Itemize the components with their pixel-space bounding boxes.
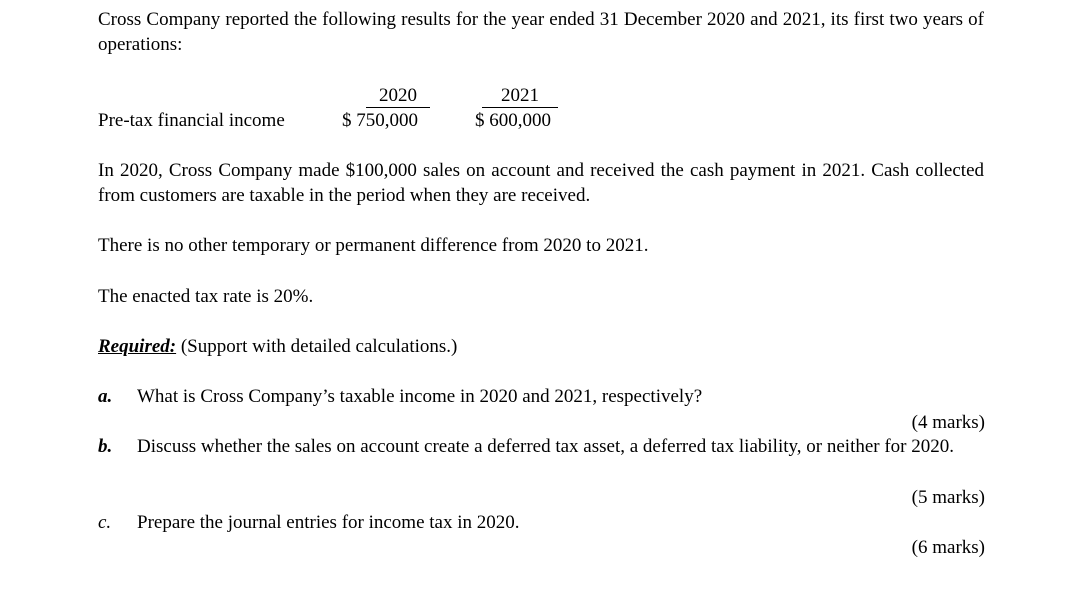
intro-paragraph: Cross Company reported the following results for the year ended 31 December 2020 and 2021, its first two years of operations: xyxy=(98,9,984,55)
question-b-marks: (5 marks) xyxy=(911,487,985,508)
question-c-marks: (6 marks) xyxy=(911,537,985,558)
value-2020: $ 750,000 xyxy=(342,110,418,131)
question-b-text: Discuss whether the sales on account create a deferred tax asset, a deferred tax liability, or neither for 2020. xyxy=(137,436,955,457)
no-difference-paragraph: There is no other temporary or permanent difference from 2020 to 2021. xyxy=(98,235,649,256)
year-header-2021: 2021 xyxy=(482,85,558,108)
row-label-pretax-income: Pre-tax financial income xyxy=(98,110,285,131)
question-a-text: What is Cross Company’s taxable income in 2020 and 2021, respectively? xyxy=(137,386,703,407)
required-note: (Support with detailed calculations.) xyxy=(176,336,458,357)
required-heading xyxy=(98,334,457,359)
question-a-marks: (4 marks) xyxy=(911,412,985,433)
question-a-letter: a. xyxy=(98,386,113,407)
question-c-letter: c. xyxy=(98,512,112,533)
question-b-letter: b. xyxy=(98,436,113,457)
year-header-2020: 2020 xyxy=(366,85,430,108)
sales-paragraph: In 2020, Cross Company made $100,000 sales on account and received the cash payment in 2021. Cash collected from customers are taxable in the period when they are received. xyxy=(98,160,984,206)
value-2021: $ 600,000 xyxy=(475,110,551,131)
question-c-text: Prepare the journal entries for income tax in 2020. xyxy=(137,512,520,533)
tax-rate-paragraph: The enacted tax rate is 20%. xyxy=(98,286,314,307)
required-title: Required: xyxy=(98,336,177,357)
